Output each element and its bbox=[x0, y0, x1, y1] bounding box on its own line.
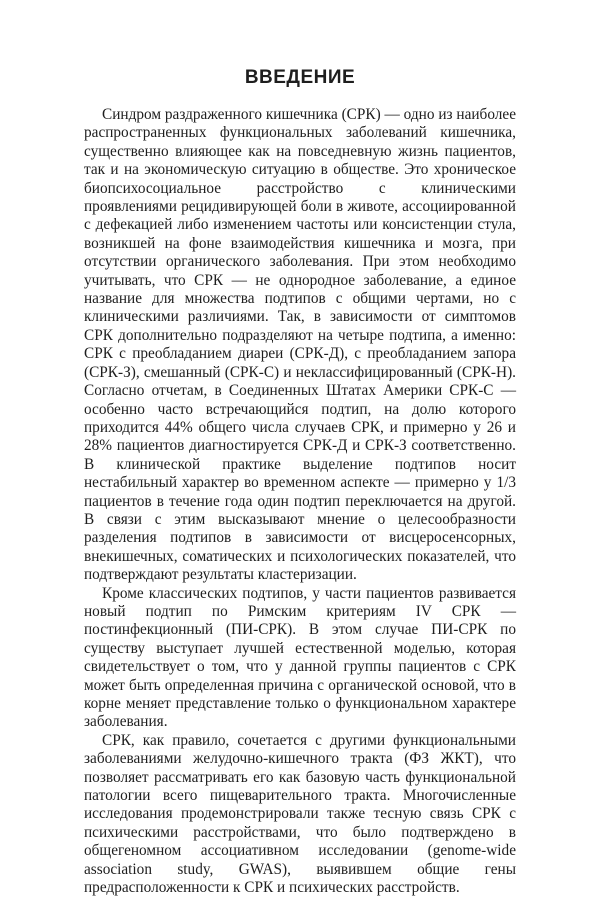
paragraph-2: Кроме классических подтипов, у части пациентов развивается новый подтип по Римским критериям IV СРК — постинфекционный (ПИ-СРК). В этом случае ПИ-СРК по существу выступает лучшей естественной моделью, которая свидетельствует о том, что у данной группы пациентов с СРК может быть определенная причина с органической основой, что в корне меняет представление только о функциональном характере заболевания. bbox=[84, 584, 516, 731]
paragraph-3: СРК, как правило, сочетается с другими функциональными заболеваниями желудочно-кишечного тракта (ФЗ ЖКТ), что позволяет рассматривать его как базовую часть функциональной патологии всего пищеварительного тракта. Многочисленные исследования продемонстрировали также тесную связь СРК с психическими расстройствами, что было подтверждено в общегеномном ассоциативном исследовании (genome-wide association study, GWAS), выявившем общие гены предрасположенности к СРК и психических расстройств. bbox=[84, 731, 516, 897]
paragraph-1: Синдром раздраженного кишечника (СРК) — одно из наиболее распространенных функциональных заболеваний кишечника, существенно влияющее как на повседневную жизнь пациентов, так и на экономическую ситуацию в обществе. Это хроническое биопсихосоциальное расстройство с клиническими проявлениями рецидивирующей боли в животе, ассоциированной с дефекацией либо изменением частоты или консистенции стула, возникшей на фоне взаимодействия кишечника и мозга, при отсутствии органического заболевания. При этом необходимо учитывать, что СРК — не однородное заболевание, а единое название для множества подтипов с общими чертами, но с клиническими различиями. Так, в зависимости от симптомов СРК дополнительно подразделяют на четыре подтипа, а именно: СРК с преобладанием диареи (СРК-Д), с преобладанием запора (СРК-З), смешанный (СРК-С) и неклассифицированный (СРК-Н). Согласно отчетам, в Соединенных Штатах Америки СРК-С — особенно часто встречающийся подтип, на долю которого приходится 44% общего числа случаев СРК, и примерно у 26 и 28% пациентов диагностируется СРК-Д и СРК-З соответственно. В клинической практике выделение подтипов носит нестабильный характер во временном аспекте — примерно у 1/3 пациентов в течение года один подтип переключается на другой. В связи с этим высказывают мнение о целесообразности разделения подтипов в зависимости от висцеросенсорных, внекишечных, соматических и психологических показателей, что подтверждают результаты кластеризации. bbox=[84, 106, 516, 584]
document-page bbox=[84, 66, 516, 897]
chapter-title: ВВЕДЕНИЕ bbox=[244, 67, 356, 88]
